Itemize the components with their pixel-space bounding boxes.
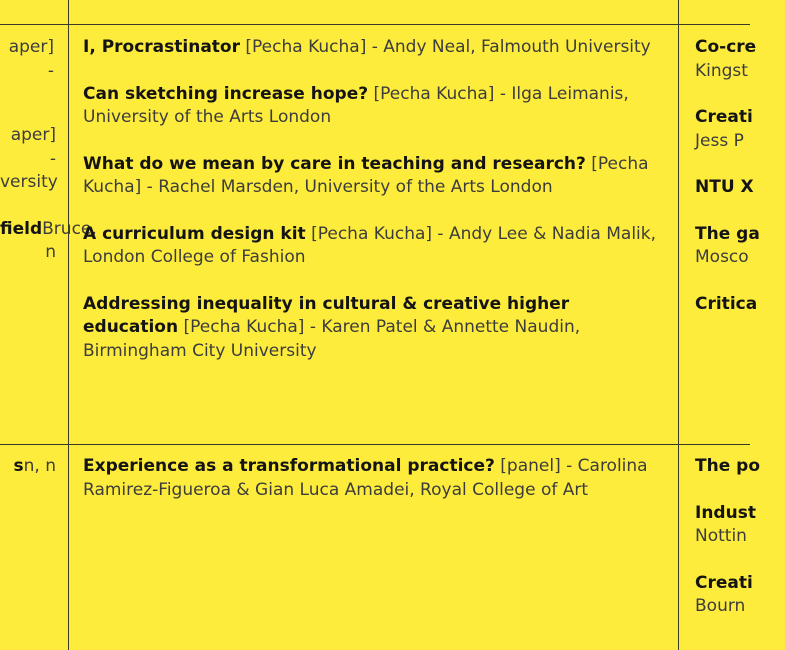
session-title: I, Procrastinator bbox=[83, 37, 240, 57]
session-entry bbox=[695, 572, 775, 619]
column-divider-right bbox=[678, 0, 679, 650]
session-entry bbox=[83, 223, 667, 270]
session-detail: aper] - versity bbox=[0, 125, 58, 192]
session-title: The ga bbox=[695, 223, 760, 244]
session-entry bbox=[695, 106, 775, 153]
session-detail: Jess P bbox=[695, 130, 744, 151]
session-title: NTU X bbox=[695, 177, 754, 197]
session-entry bbox=[695, 455, 775, 479]
session-title: A curriculum design kit bbox=[83, 223, 306, 244]
session-entry bbox=[0, 455, 56, 479]
right-cell-row2 bbox=[695, 455, 785, 642]
right-column bbox=[695, 0, 760, 650]
session-title: Creati bbox=[695, 572, 753, 593]
session-entry bbox=[83, 83, 667, 130]
session-entry bbox=[695, 36, 775, 83]
column-divider-left bbox=[68, 0, 69, 650]
session-title: Co-cre bbox=[695, 37, 757, 57]
session-detail: Nottin bbox=[695, 526, 747, 546]
session-entry bbox=[83, 153, 667, 200]
center-cell-row1 bbox=[83, 36, 667, 386]
session-detail: Mosco bbox=[695, 247, 749, 267]
session-title: The po bbox=[695, 456, 760, 476]
center-cell-row2 bbox=[83, 455, 667, 525]
right-cell-row1 bbox=[695, 36, 785, 339]
session-entry bbox=[695, 223, 775, 270]
left-cell-row2 bbox=[0, 455, 54, 502]
session-title: s bbox=[13, 456, 24, 476]
session-detail: [Pecha Kucha] - Rachel Marsden, University of the Arts London bbox=[83, 153, 649, 197]
session-title: Can sketching increase hope? bbox=[83, 83, 369, 104]
session-entry bbox=[695, 502, 775, 549]
session-entry bbox=[83, 455, 667, 502]
session-detail: Bourn bbox=[695, 596, 746, 616]
session-entry bbox=[83, 36, 667, 60]
session-title: field bbox=[0, 218, 43, 239]
session-entry bbox=[695, 293, 775, 317]
session-entry bbox=[695, 176, 775, 200]
session-entry bbox=[83, 293, 667, 364]
left-column bbox=[0, 0, 97, 650]
session-title: Creati bbox=[695, 107, 753, 127]
session-title: Experience as a transformational practice? bbox=[83, 456, 495, 476]
session-detail: Bruce, n bbox=[42, 218, 97, 262]
session-title: What do we mean by care in teaching and research? bbox=[83, 153, 586, 174]
session-entry bbox=[0, 36, 54, 83]
session-title: Critica bbox=[695, 293, 758, 314]
session-detail: Kingst bbox=[695, 60, 748, 81]
center-column bbox=[83, 0, 667, 650]
session-entry bbox=[0, 218, 97, 265]
session-detail: aper] - bbox=[8, 37, 54, 81]
left-cell-row1 bbox=[0, 36, 97, 288]
session-entry bbox=[0, 124, 56, 195]
session-detail: [panel] - Carolina Ramirez-Figueroa & Gian Luca Amadei, Royal College of Art bbox=[83, 456, 648, 500]
session-detail: n, n bbox=[23, 456, 56, 476]
session-detail: [Pecha Kucha] - Andy Neal, Falmouth University bbox=[240, 37, 651, 57]
session-title: Indust bbox=[695, 502, 756, 523]
session-detail: [Pecha Kucha] - Karen Patel & Annette Naudin, Birmingham City University bbox=[83, 317, 581, 361]
session-detail: [Pecha Kucha] - Andy Lee & Nadia Malik, London College of Fashion bbox=[83, 223, 657, 267]
session-detail: [Pecha Kucha] - Ilga Leimanis, University of the Arts London bbox=[83, 83, 629, 127]
session-title: Addressing inequality in cultural & creative higher education bbox=[83, 293, 570, 337]
